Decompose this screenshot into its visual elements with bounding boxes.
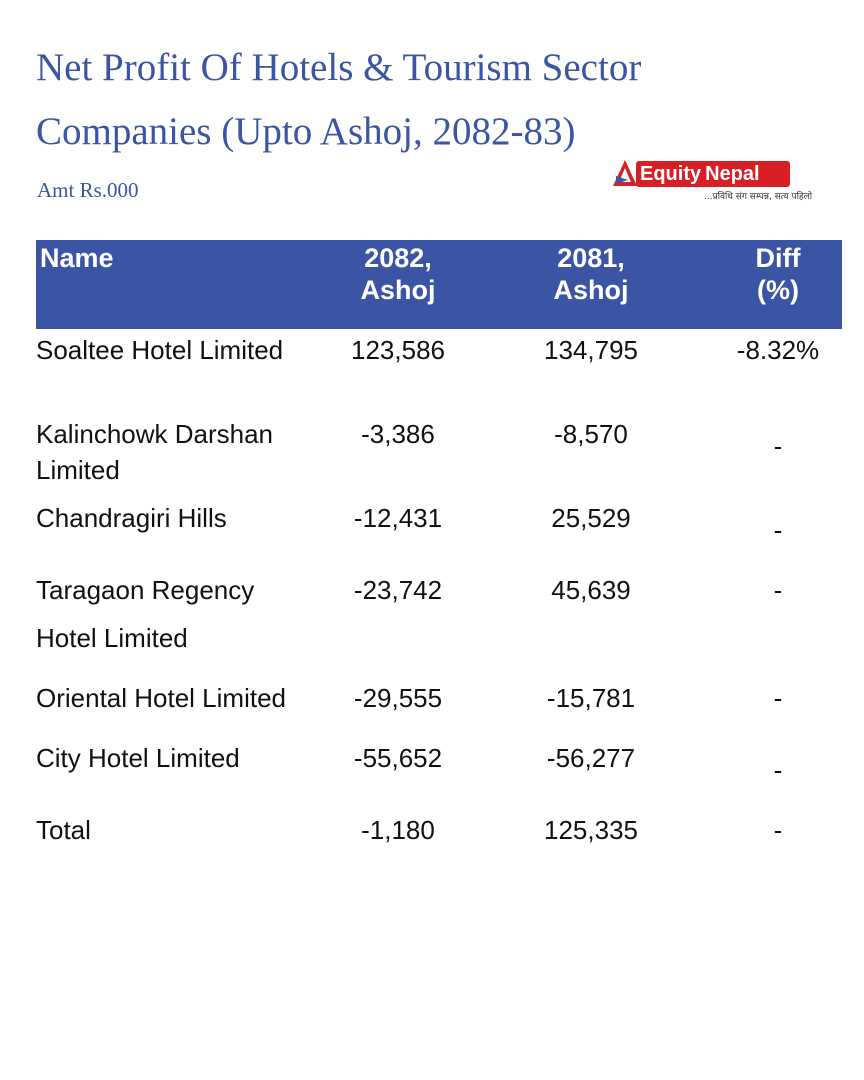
row-2081-value: 45,639 <box>551 575 631 605</box>
logo-wordmark <box>636 161 790 187</box>
header-diff <box>718 242 838 306</box>
row-2081-value: 134,795 <box>544 335 638 365</box>
header-2081-line1: 2081, <box>557 243 625 273</box>
row-2082-value: -12,431 <box>353 503 443 533</box>
row-diff-value: - <box>773 575 783 605</box>
row-diff-value: - <box>773 515 783 545</box>
row-2081-value: 25,529 <box>551 503 631 533</box>
row-name: Kalinchowk Darshan <box>36 419 274 449</box>
table-header <box>36 240 842 329</box>
equity-nepal-logo <box>612 158 813 204</box>
header-diff-line2: (%) <box>757 275 799 305</box>
row-name: Soaltee Hotel Limited <box>36 335 284 365</box>
row-2081-value: -15,781 <box>546 683 636 713</box>
row-name-line2: Limited <box>36 455 120 485</box>
row-diff-value: - <box>773 755 783 785</box>
row-2081-value: -8,570 <box>554 419 628 449</box>
row-name-line2: Hotel Limited <box>36 623 188 653</box>
header-2081 <box>531 242 651 306</box>
row-name: Oriental Hotel Limited <box>36 683 286 713</box>
title-line-2: Companies (Upto Ashoj, 2082-83) <box>36 110 576 153</box>
logo-tagline: ...प्रविधि संग सम्पन्न, सत्य पहिलो <box>704 192 813 202</box>
row-2081-value: -56,277 <box>546 743 636 773</box>
unit-note: Amt Rs.000 <box>37 178 139 202</box>
row-diff-value: -8.32% <box>736 335 820 365</box>
row-diff-value: - <box>773 683 783 713</box>
chart-title <box>36 36 736 164</box>
row-name: Chandragiri Hills <box>36 503 227 533</box>
row-2082-value: 123,586 <box>351 335 445 365</box>
header-diff-line1: Diff <box>755 243 801 273</box>
logo-word-2: Nepal <box>705 163 760 185</box>
header-2082 <box>338 242 458 306</box>
row-2082-value: -3,386 <box>361 419 435 449</box>
row-diff-value: - <box>773 431 783 461</box>
total-label: Total <box>36 815 91 845</box>
row-2082-value: -23,742 <box>353 575 443 605</box>
row-2082-value: -55,652 <box>353 743 443 773</box>
row-name: Taragaon Regency <box>36 575 255 605</box>
row-2082-value: -29,555 <box>353 683 443 713</box>
header-name: Name <box>40 243 114 273</box>
header-2081-line2: Ashoj <box>553 275 629 305</box>
logo-mark-icon <box>612 158 638 188</box>
header-2082-line2: Ashoj <box>360 275 436 305</box>
logo-word-1: Equity <box>640 163 702 185</box>
row-name: City Hotel Limited <box>36 743 240 773</box>
total-2082-value: -1,180 <box>361 815 435 845</box>
total-2081-value: 125,335 <box>544 815 638 845</box>
title-line-1: Net Profit Of Hotels & Tourism Sector <box>36 46 642 89</box>
header-2082-line1: 2082, <box>364 243 432 273</box>
total-diff-value: - <box>773 815 783 845</box>
data-table <box>36 240 842 329</box>
